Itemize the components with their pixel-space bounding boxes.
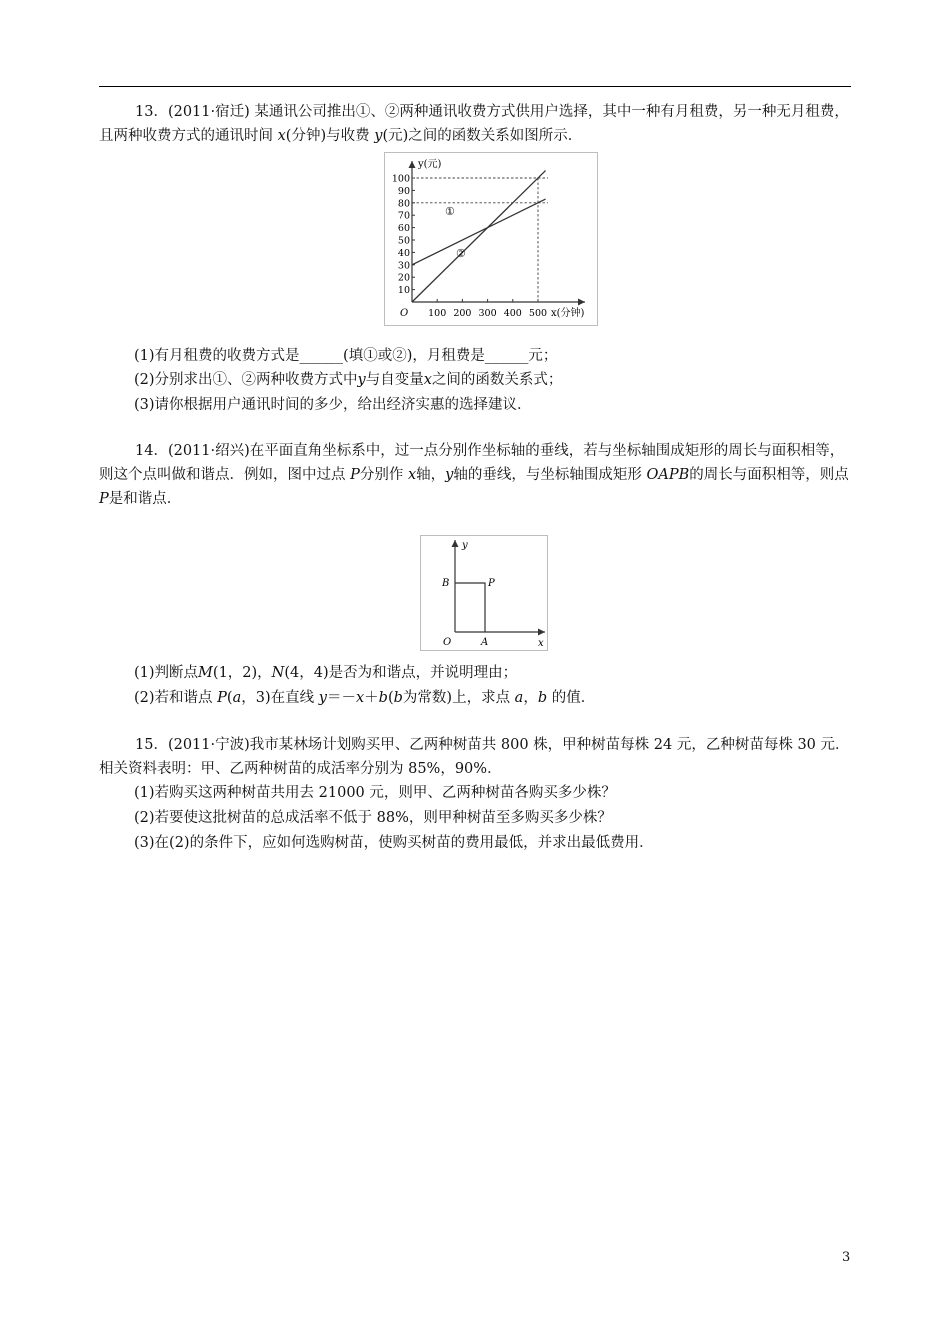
- series-line-2: [412, 171, 546, 302]
- label-A: A: [481, 637, 489, 648]
- q13-stem: 13．(2011·宿迁) 某通讯公司推出①、②两种通讯收费方式供用户选择，其中一种有月租费，另一种无月租费，且两种收费方式的通讯时间 x(分钟)与收费 y(元)之间的函数关系如图所示．: [99, 104, 849, 144]
- y-tick-label: 20: [397, 272, 410, 284]
- q14-figure-svg: [421, 536, 547, 650]
- rectangle-OAPB: [455, 583, 485, 632]
- y-tick-label: 30: [397, 260, 410, 272]
- label-x: x: [538, 638, 544, 649]
- y-tick-label: 60: [397, 223, 410, 235]
- y-tick-label: 50: [397, 235, 410, 247]
- label-P: P: [488, 578, 495, 589]
- q13-chart-svg: [385, 153, 597, 325]
- q13-sub1: (1)有月租费的收费方式是______(填①或②)，月租费是______元；: [134, 348, 558, 364]
- q15-sub1: (1)若购买这两种树苗共用去 21000 元，则甲、乙两种树苗各购买多少株？: [134, 785, 616, 801]
- q14-stem: 14．(2011·绍兴)在平面直角坐标系中，过一点分别作坐标轴的垂线，若与坐标轴围成矩形的周长与面积相等，则这个点叫做和谐点．例如，图中过点 P分别作 x轴，y轴的垂线，与坐标轴围成矩形 OAPB的周长与面积相等，则点 P是和谐点．: [99, 443, 849, 507]
- header-rule: [99, 86, 851, 87]
- q15-sub2: (2)若要使这批树苗的总成活率不低于 88%，则甲种树苗至多购买多少株？: [134, 810, 612, 826]
- q14-sub2: (2)若和谐点 P(a，3)在直线 y＝－x＋b(b为常数)上，求点 a，b 的值．: [134, 690, 596, 706]
- q15-stem: 15．(2011·宁波)我市某林场计划购买甲、乙两种树苗共 800 株，甲种树苗每株 24 元，乙种树苗每株 30 元．相关资料表明：甲、乙两种树苗的成活率分别为 85%，90%．: [99, 737, 850, 777]
- x-tick-label: 500: [528, 308, 548, 319]
- q15-sub3: (3)在(2)的条件下，应如何选购树苗，使购买树苗的费用最低，并求出最低费用．: [134, 835, 654, 851]
- x-tick-label: 200: [453, 308, 472, 319]
- origin-label: O: [400, 308, 409, 319]
- q14-figure: [420, 535, 548, 651]
- q13-sub3: (3)请你根据用户通讯时间的多少，给出经济实惠的选择建议．: [134, 397, 532, 413]
- y-tick-label: 80: [397, 198, 410, 210]
- label-O: O: [443, 637, 452, 648]
- series-label-1: ①: [445, 205, 455, 218]
- q13-sub2: (2)分别求出①、②两种收费方式中y与自变量x之间的函数关系式；: [134, 372, 563, 388]
- y-tick-label: 10: [397, 285, 410, 297]
- x-tick-label: 100: [428, 308, 447, 319]
- series-line-1: [412, 199, 546, 265]
- series-label-2: ②: [456, 247, 466, 260]
- page-number: 3: [842, 1250, 851, 1265]
- y-tick-label: 70: [397, 210, 410, 222]
- x-axis-label: x(分钟): [551, 308, 585, 319]
- x-tick-label: 300: [478, 308, 497, 319]
- y-tick-label: 90: [397, 185, 410, 197]
- q13-graph: [384, 152, 598, 326]
- y-tick-label: 100: [391, 173, 410, 185]
- q14-sub1: (1)判断点M(1，2)，N(4，4)是否为和谐点，并说明理由；: [134, 665, 518, 681]
- y-tick-label: 40: [397, 247, 410, 259]
- label-B: B: [442, 578, 450, 589]
- label-y: y: [462, 540, 468, 551]
- y-axis-label: y(元): [418, 159, 442, 170]
- x-tick-label: 400: [503, 308, 522, 319]
